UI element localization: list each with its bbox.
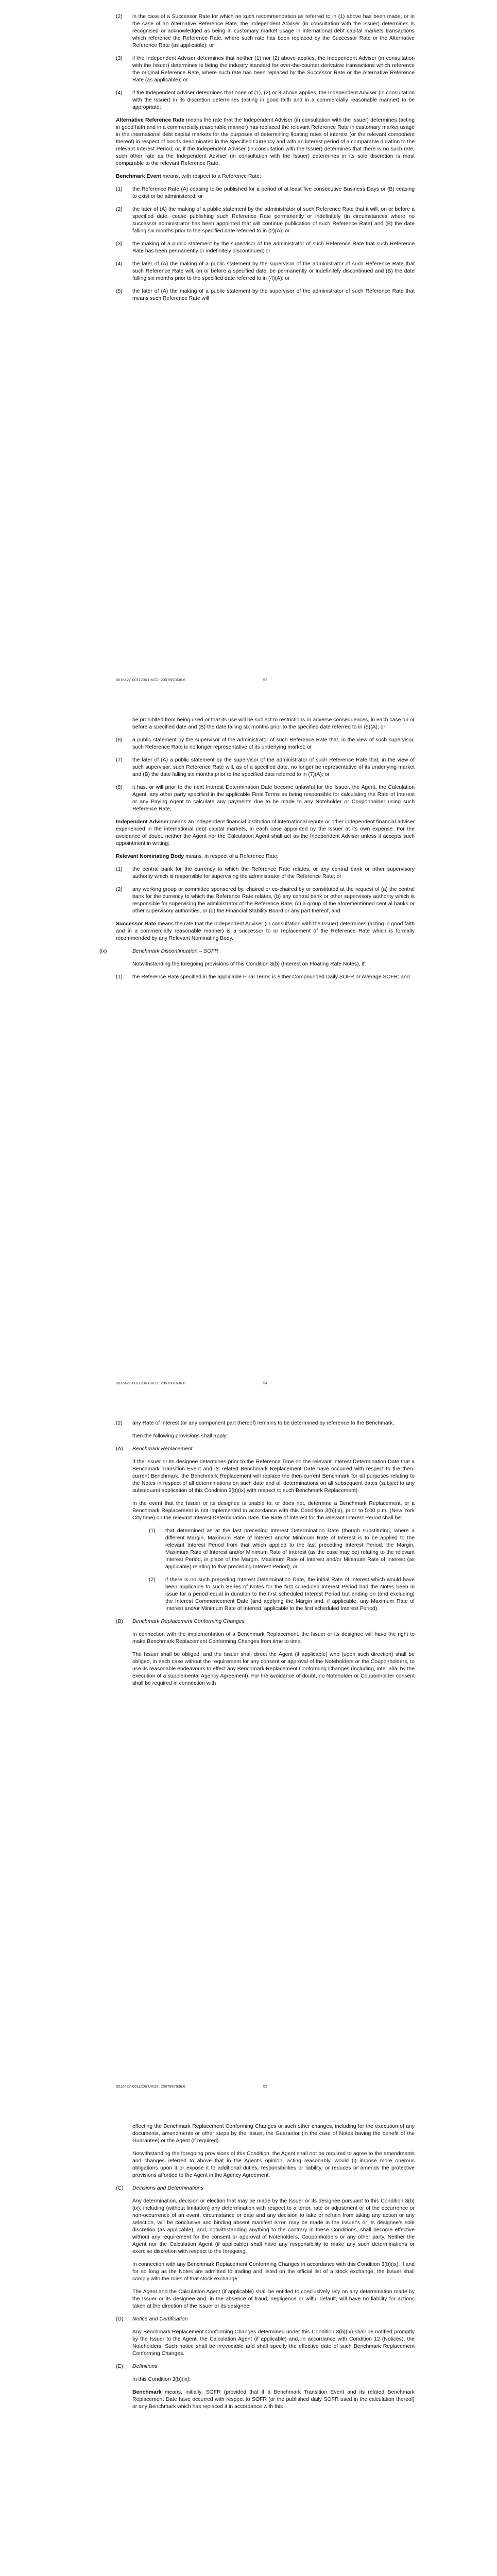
definition-term: Alternative Reference Rate xyxy=(116,117,184,123)
page-number: 55 xyxy=(263,2084,268,2089)
list-item xyxy=(116,784,415,813)
list-item-label: (2) xyxy=(116,1420,123,1426)
paragraph: If the Issuer or its designee determines prior to the Reference Time on the relevant Interest Determination Date that a Benchmark Transition Event and its related Benchmark Replacement Date have occurred with respect to the then-current Benchmark, the Benchmark Replacement will replace the then-current Benchmark for all purposes relating to the Notes in respect of all determinations on such date and all determinations on all subsequent dates (subject to any subsequent application of this Condition 3(b)(ix) with respect to such Benchmark Replacement). xyxy=(132,1459,415,1494)
page xyxy=(0,703,497,1406)
definition-term: Benchmark xyxy=(132,2389,162,2395)
list-item-text: that determined as at the last preceding Interest Determination Date (though substituting, where a different Margin, Maximum Rate of Interest and/or Minimum Rate of Interest is to be applied to the relevant Interest Period from that which applied to the last preceding Interest Period, the Margin, Maximum Rate of Interest and/or Minimum Rate of Interest (as the case may be) relating to the relevant Interest Period, in place of the Margin, Maximum Rate of Interest and/or Minimum Rate of Interest (as applicable) relating to that preceding Interest Period); or xyxy=(165,1528,415,1570)
list-item-text: any working group or committee sponsored by, chaired or co-chaired by or constituted at the request of (a) the central bank for the currency to which the Reference Rate relates, (b) any central bank or other supervisory authority which is responsible for supervising the administrator of the Reference Rate, (c) a group of the aforementioned central banks or other supervisory authorities, or (d) the Financial Stability Board or any part thereof; and xyxy=(132,887,415,914)
list-item-text: the Reference Rate (A) ceasing to be published for a period of at least five consecutive Business Days or (B) ceasing to exist or be administered; or xyxy=(132,187,415,199)
section-heading xyxy=(99,948,415,955)
paragraph: The Agent and the Calculation Agent (if applicable) shall be entitled to conclusively rely on any determination made by the Issuer or its designee and, in the absence of fraud, negligence or wilful default, will have no liability for actions taken at the direction of the Issuer or its designee. xyxy=(132,2289,415,2309)
list-item xyxy=(116,1420,415,1427)
paragraph: effecting the Benchmark Replacement Conforming Changes or such other changes, including for the execution of any documents, amendments or other steps by the Issuer, the Guarantor (in the case of Notes having the benefit of the Guarantee) or the Agent (if required). xyxy=(132,2124,415,2144)
list-item xyxy=(116,55,415,84)
list-item-text: any Rate of Interest (or any component part thereof) remains to be determined by reference to the Benchmark, xyxy=(132,1420,395,1426)
list-item xyxy=(116,886,415,915)
list-item-text: the later of (A) the making of a public statement by the supervisor of the administrator of such Reference Rate that means such Reference Rate will xyxy=(132,289,415,301)
definition-text: means, with respect to a Reference Rate: xyxy=(161,174,261,179)
list-item xyxy=(116,261,415,282)
list-item-text: it has, or will prior to the next Interest Determination Date become unlawful for the Issuer, the Agent, the Calculation Agent, any other party specified in the applicable Final Terms as being responsible for calculating the Rate of Interest or any Paying Agent to calculate any payments due to be made to any Noteholder or Couponholder using such Reference Rate; xyxy=(132,785,415,812)
paragraph: In connection with the implementation of a Benchmark Replacement, the Issuer or its designee will have the right to make Benchmark Replacement Conforming Changes from time to time. xyxy=(132,1632,415,1645)
section-heading-title: Benchmark Replacement xyxy=(132,1446,193,1452)
list-item-text: the central bank for the currency to which the Reference Rate relates, or any central bank or other supervisory authority which is responsible for supervising the administrator of the Reference Rate; or xyxy=(132,867,415,879)
list-item-label: (1) xyxy=(116,187,123,192)
list-item-text: if the Independent Adviser determines that neither (1) nor (2) above applies, the Independent Adviser (in consultation with the Issuer) determines is being the industry standard for over-the-counter derivative transactions which reference the original Reference Rate, where such rate has been replaced by the Successor Rate or the Alternative Reference Rate (as applicable); or xyxy=(132,56,415,83)
list-item xyxy=(116,186,415,200)
footer-document-reference: 0015427-0011206 UKO2: 2007887636.6 xyxy=(116,677,185,682)
list-item-label: (3) xyxy=(116,56,123,61)
definition xyxy=(116,117,415,167)
list-item-label: (4) xyxy=(116,90,123,96)
paragraph: Notwithstanding the foregoing provisions of this Condition 3(b) (Interest on Floating Rate Notes), if: xyxy=(132,961,366,967)
definition-text: means the rate that the Independent Adviser (in consultation with the Issuer) determines (acting in good faith and in a commercially reasonable manner) has replaced the relevant Reference Rate in customary market usage in the international debt capital markets for the purposes of determining floating rates of interest (or the relevant component thereof) in respect of bonds denominated in the Specified Currency and with an interest period of a comparable duration to the relevant Interest Period, or, if the Independent Adviser (in consultation with the Issuer) determines that there is no such rate, such other rate as the Independent Adviser (in consultation with the Issuer) determines in its sole discretion is most comparable to the relevant Reference Rate; xyxy=(116,117,415,166)
section-heading-label: (ix) xyxy=(99,948,107,954)
list-item xyxy=(116,288,415,302)
list-item-text: if the Independent Adviser determines that none of (1), (2) or 3 above applies, the Independent Adviser (in consultation with the Issuer) in its discretion determines (acting in good faith and in a commercially reasonable manner) to be appropriate; xyxy=(132,90,415,110)
list-item xyxy=(116,737,415,751)
list-item-label: (2) xyxy=(149,1577,156,1583)
page xyxy=(0,0,497,703)
footer-document-reference: 0015427-0011206 UKO2: 2007887636.6 xyxy=(116,2084,185,2089)
section-heading xyxy=(116,2316,415,2323)
list-item-label: (6) xyxy=(116,737,123,743)
list-item xyxy=(116,757,415,778)
list-item-text: the making of a public statement by the supervisor of the administrator of such Reference Rate that such Reference Rate has been permanently or indefinitely discontinued; or xyxy=(132,241,415,254)
list-item-label: (2) xyxy=(116,207,123,212)
list-item-label: (7) xyxy=(116,757,123,763)
definition-term: Relevant Nominating Body xyxy=(116,854,184,859)
definition-term: Benchmark Event xyxy=(116,174,161,179)
list-item xyxy=(116,1577,415,1613)
list-item-label: (1) xyxy=(116,974,123,980)
definition-term: Independent Adviser xyxy=(116,819,169,825)
list-item-label: (5) xyxy=(116,289,123,294)
paragraph: then the following provisions shall apply: xyxy=(132,1433,228,1439)
list-item-text: in the case of a Successor Rate for which no such recommendation as referred to in (1) above has been made, or in the case of an Alternative Reference Rate, the Independent Adviser (in consultation with the Issuer) determines is recognised or acknowledged as being in customary market usage in international debt capital markets transactions which reference the Reference Rate, where such rate has been replaced by the Successor Rate or the Alternative Reference Rate (as applicable); or xyxy=(132,14,415,48)
list-item-text: the later of (A) a public statement by the supervisor of the administrator of such Reference Rate that, in the view of such supervisor, such Reference Rate will, as of a specified date, no longer be representative of its underlying market and (B) the date falling six months prior to the specified date referred to in (7)(A); or xyxy=(132,757,415,777)
list-item xyxy=(116,1528,415,1571)
section-heading xyxy=(116,2185,415,2192)
definition-term: Successor Rate xyxy=(116,921,157,927)
list-item-label: (4) xyxy=(116,261,123,267)
list-item-text: the later of (A) the making of a public statement by the administrator of such Reference Rate that it will, on or before a specified date, cease publishing such Reference Rate permanently or indefinitely (in circumstances where no successor administrator has been appointed that will continue publication of such Reference Rate) and (B) the date falling six months prior to the specified date referred to in (2)(A); or xyxy=(132,207,415,234)
list-item-label: (3) xyxy=(116,241,123,247)
page-content xyxy=(116,1420,415,1693)
section-heading-title: Benchmark Replacement Conforming Changes xyxy=(132,1619,245,1624)
paragraph: Notwithstanding the foregoing provisions of this Condition, the Agent shall not be required to agree to the amendments and changes referred to above that in the Agent's opinion, acting reasonably, would (i) impose more onerous obligations upon it or expose it to additional duties, responsibilities or liability, or reduces or amends the protective provisions afforded to the Agent in the Agency Agreement. xyxy=(132,2151,415,2178)
definition-text: means the rate that the Independent Adviser (in consultation with the Issuer) determines (acting in good faith and in a commercially reasonable manner) is a successor to or replacement of the Reference Rate which is formally recommended by any Relevant Nominating Body. xyxy=(116,921,415,941)
list-item-label: (1) xyxy=(149,1528,156,1534)
paragraph: In the event that the Issuer or its designee is unable to, or does not, determine a Benchmark Replacement, or a Benchmark Replacement is not implemented in accordance with this Condition 3(b)(ix), prior to 5:00 p.m. (New York City time) on the relevant Interest Determination Date, the Rate of Interest for the relevant Interest Period shall be: xyxy=(132,1501,415,1521)
list-item-text: the later of (A) the making of a public statement by the supervisor of the administrator of such Reference Rate that such Reference Rate will, on or before a specified date, be permanently or indefinitely discontinued and (B) the date falling six months prior to the specified date referred to in (4)(A); or xyxy=(132,261,415,281)
page xyxy=(0,2110,497,2576)
paragraph: In this Condition 3(b)(ix): xyxy=(132,2377,191,2382)
list-item xyxy=(116,866,415,880)
definition-text: means, in respect of a Reference Rate: xyxy=(184,854,279,859)
list-item-text: if there is no such preceding Interest Determination Date, the initial Rate of Interest which would have been applicable to such Series of Notes for the first scheduled Interest Period had the Notes been in issue for a period equal in duration to the first scheduled Interest Period but ending on (and excluding) the Interest Commencement Date (and applying the Margin and, if applicable, any Maximum Rate of Interest and/or Minimum Rate of Interest, applicable to the first scheduled Interest Period). xyxy=(165,1577,415,1612)
list-item xyxy=(116,241,415,255)
section-heading-label: (B) xyxy=(116,1619,123,1624)
page-content xyxy=(116,13,415,308)
paragraph: Any Benchmark Replacement Conforming Changes determined under this Condition 3(b)(ix) shall be notified promptly by the Issuer to the Agent, the Calculation Agent (if applicable) and, in accordance with Condition 12 (Notices), the Noteholders. Such notice shall be irrevocable and shall specify the effective date of such Benchmark Replacement Conforming Changes. xyxy=(132,2329,415,2357)
section-heading-label: (D) xyxy=(116,2316,124,2322)
section-heading-title: Benchmark Discontinuation – SOFR xyxy=(132,948,218,954)
list-item-label: (8) xyxy=(116,785,123,790)
section-heading xyxy=(116,1618,415,1625)
paragraph: In connection with any Benchmark Replacement Conforming Changes in accordance with this Condition 3(b)(ix), if and for so long as the Notes are admitted to trading and listed on the official list of a stock exchange, the Issuer shall comply with the rules of that stock exchange. xyxy=(132,2262,415,2282)
section-heading-label: (A) xyxy=(116,1446,123,1452)
page-content xyxy=(99,717,415,987)
page-number: 54 xyxy=(263,1381,268,1385)
definition xyxy=(116,853,415,860)
definition xyxy=(116,921,415,942)
list-item xyxy=(116,974,415,981)
paragraph: Any determination, decision or election that may be made by the Issuer or its designee pursuant to this Condition 3(b)(ix), including (without limitation) any determination with respect to a tenor, rate or adjustment or of the occurrence or non-occurrence of an event, circumstance or date and any decision to take or refrain from taking any action or any selection, will be conclusive and binding absent manifest error, may be made in the Issuer's or its designee's sole discretion (as applicable), and, notwithstanding anything to the contrary in these Conditions, shall become effective without any requirement for the consent or approval of Noteholders, Couponholders or any other party. Neither the Agent nor the Calculation Agent (if applicable) shall have any responsibility to make any such determinations or exercise discretion with respect to the foregoing. xyxy=(132,2198,415,2255)
paragraph: The Issuer shall be obliged, and the Issuer shall direct the Agent (if applicable) who (upon such direction) shall be obliged, in each case without the requirement for any consent or approval of the Noteholders or the Couponholders, to use its reasonable endeavours to effect any Benchmark Replacement Conforming Changes (including, inter alia, by the execution of a supplemental Agency Agreement). For the avoidance of doubt, no Noteholder or Couponholder consent shall be required in connection with xyxy=(132,1652,415,1686)
section-heading-label: (C) xyxy=(116,2185,124,2191)
list-item-label: (2) xyxy=(116,14,123,20)
definition-text: means, initially, SOFR (provided that if a Benchmark Transition Event and its related Benchmark Replacement Date have occurred with respect to SOFR (or the published daily SOFR used in the calculation thereof) or any Benchmark which has replaced it in accordance with this xyxy=(132,2389,415,2410)
section-heading xyxy=(116,2363,415,2370)
section-heading-title: Definitions xyxy=(132,2364,158,2369)
definition xyxy=(116,2389,415,2411)
list-item-label: (1) xyxy=(116,867,123,872)
list-item-continuation xyxy=(116,717,415,731)
definition xyxy=(116,819,415,848)
list-item-label: (2) xyxy=(116,887,123,892)
list-item-text: the Reference Rate specified in the applicable Final Terms is either Compounded Daily SOFR or Average SOFR; and xyxy=(132,974,410,980)
list-item xyxy=(116,206,415,235)
section-heading xyxy=(116,1446,415,1453)
list-item xyxy=(116,13,415,49)
page xyxy=(0,1406,497,2110)
section-heading-title: Notice and Certification xyxy=(132,2316,188,2322)
list-item xyxy=(116,90,415,111)
list-item-text: a public statement by the supervisor of the administrator of such Reference Rate that, in the view of such supervisor, such Reference Rate is no longer representative of its underlying market; or xyxy=(132,737,415,750)
definition-text: means an independent financial institution of international repute or other independent financial adviser experienced in the international debt capital markets, in each case appointed by the Issuer at its own expense. For the avoidance of doubt, neither the Agent nor the Calculation Agent shall act as the Independent Adviser unless it accepts such appointment in writing; xyxy=(116,819,415,846)
page-content xyxy=(116,2123,415,2416)
page-number: 53 xyxy=(263,677,268,682)
definition xyxy=(116,173,415,180)
footer-document-reference: 0015427-0011206 UKO2: 2007887636.6 xyxy=(116,1381,185,1385)
list-item-text: be prohibited from being used or that its use will be subject to restrictions or adverse consequences, in each case on or before a specified date and (B) the date falling six months prior to the specified date referred to in (5)(A); or xyxy=(132,717,415,730)
section-heading-label: (E) xyxy=(116,2364,123,2369)
section-heading-title: Decisions and Determinations xyxy=(132,2185,204,2191)
